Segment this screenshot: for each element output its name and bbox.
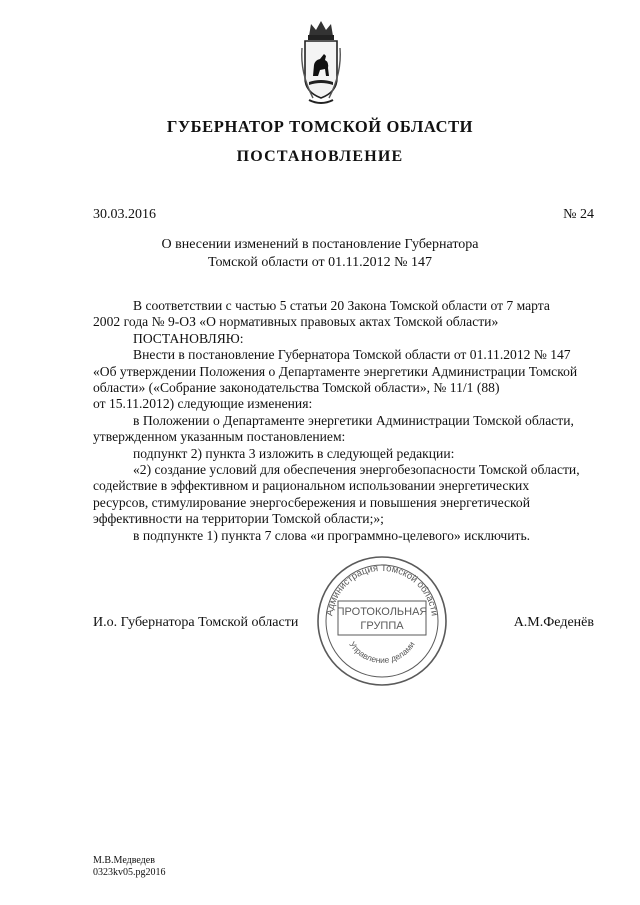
subject-line-1: О внесении изменений в постановление Губернатора: [161, 237, 479, 252]
official-stamp: [314, 553, 450, 689]
signatory-name: А.М.Феденёв: [513, 615, 594, 630]
body-line: 2002 года № 9-ОЗ «О нормативных правовых актах Томской области»: [93, 314, 499, 330]
coat-of-arms-icon: [299, 18, 343, 106]
body-line: ПОСТАНОВЛЯЮ:: [133, 330, 244, 346]
subject-line-2: Томской области от 01.11.2012 № 147: [208, 255, 432, 270]
stamp-inner-line-1: ПРОТОКОЛЬНАЯ: [336, 606, 428, 618]
body-line: Внести в постановление Губернатора Томской области от 01.11.2012 № 147: [133, 347, 571, 363]
body-line: подпункт 2) пункта 3 изложить в следующей редакции:: [133, 445, 455, 461]
stamp-outer-text: Администрация Томской области: [324, 562, 440, 617]
body-line: области» («Собрание законодательства Томской области», № 11/1 (88): [93, 380, 500, 396]
document-body: [93, 298, 595, 544]
body-line: утвержденном указанным постановлением:: [93, 429, 346, 445]
footer-file: 0323kv05.pg2016: [93, 867, 166, 878]
document-subject: [0, 236, 640, 272]
document-number: № 24: [563, 207, 594, 222]
body-line: «2) создание условий для обеспечения энергобезопасности Томской области,: [133, 462, 580, 478]
signatory-position: И.о. Губернатора Томской области: [93, 615, 299, 630]
body-line: в подпункте 1) пункта 7 слова «и программно-целевого» исключить.: [133, 527, 531, 543]
body-line: содействие в эффективном и рациональном использовании энергетических: [93, 478, 530, 494]
body-line: «Об утверждении Положения о Департаменте энергетики Администрации Томской: [93, 363, 578, 379]
body-line: в Положении о Департаменте энергетики Администрации Томской области,: [133, 412, 574, 428]
document-date: 30.03.2016: [93, 207, 156, 222]
stamp-bottom-text: Управление делами: [347, 639, 417, 666]
body-line: ресурсов, стимулирование энергосбережения и повышения энергетической: [93, 494, 530, 510]
footer-author: М.В.Медведев: [93, 855, 155, 866]
organization-title: ГУБЕРНАТОР ТОМСКОЙ ОБЛАСТИ: [166, 117, 474, 136]
body-line: эффективности на территории Томской области;»;: [93, 511, 384, 527]
stamp-inner-line-2: ГРУППА: [360, 620, 404, 632]
document-type: ПОСТАНОВЛЕНИЕ: [236, 148, 404, 165]
body-line: В соответствии с частью 5 статьи 20 Закона Томской области от 7 марта: [133, 298, 550, 313]
document-footer: [93, 855, 166, 879]
body-line: от 15.11.2012) следующие изменения:: [93, 396, 313, 412]
